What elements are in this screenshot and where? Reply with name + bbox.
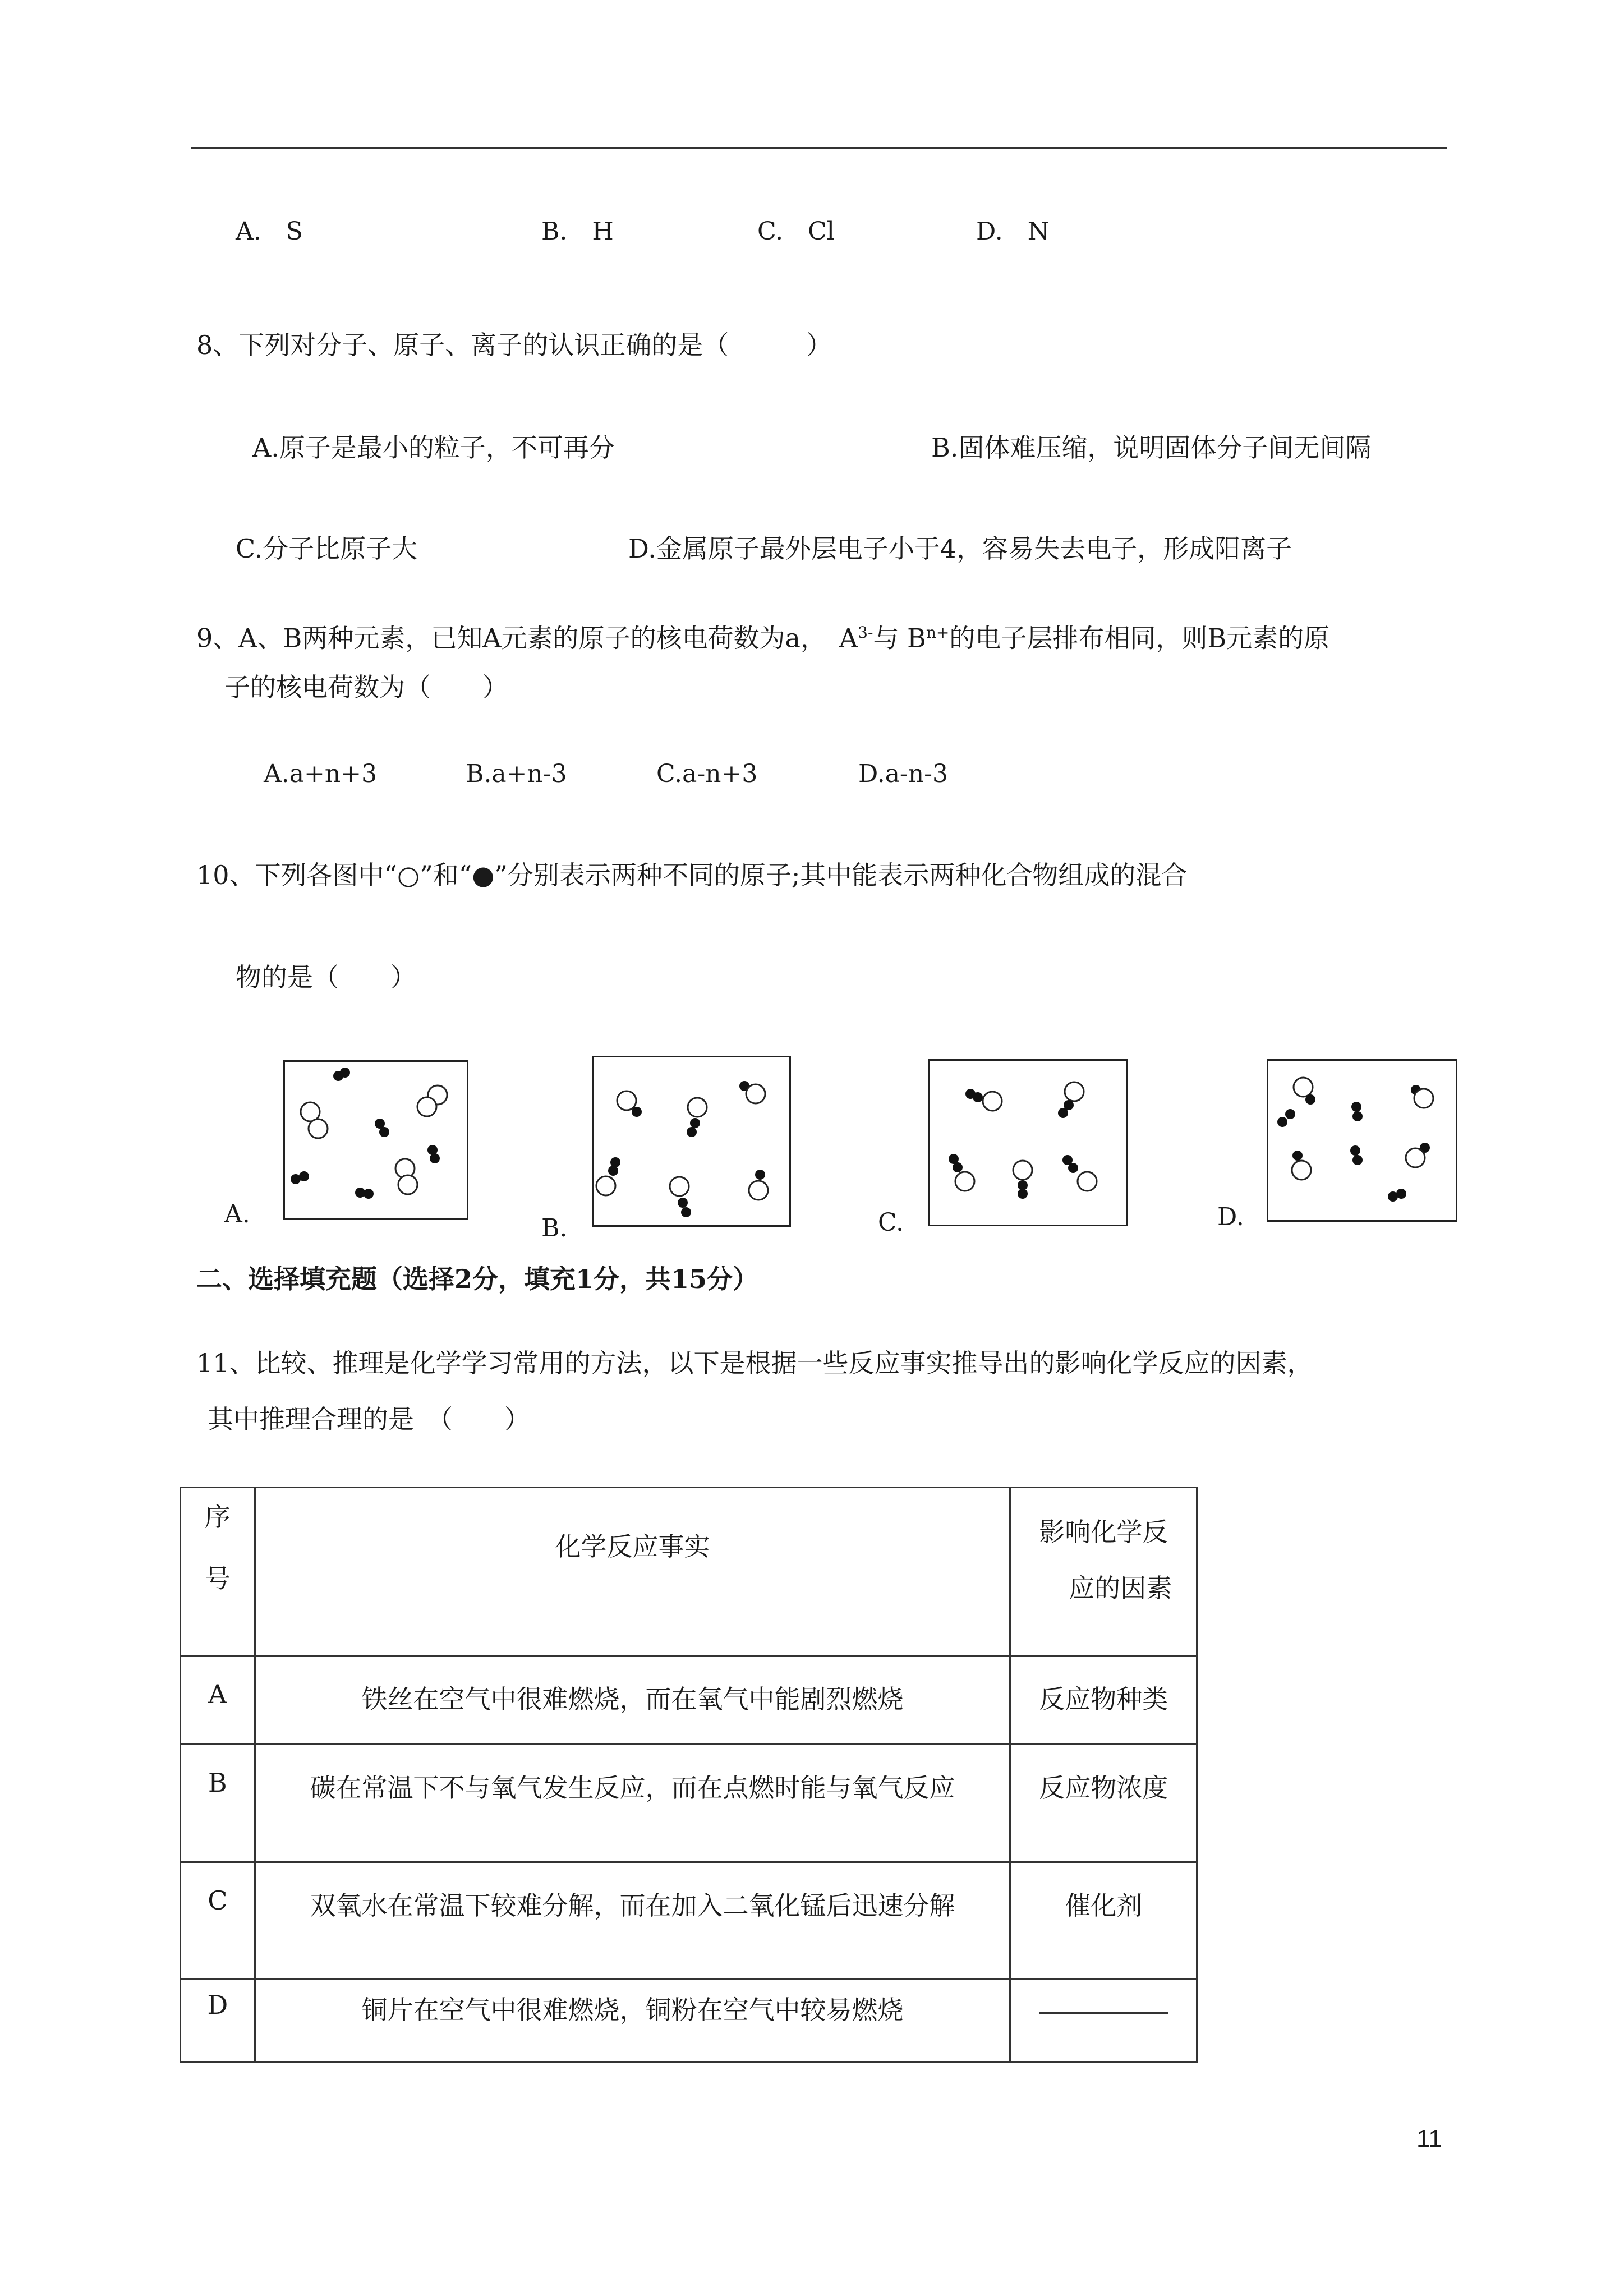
answer-blank[interactable] xyxy=(1039,1993,1168,2014)
q9-stem-line1 xyxy=(196,616,1329,655)
table-row xyxy=(181,1745,1197,1862)
header-key-cell xyxy=(181,1488,255,1656)
header-fact-cell: 化学反应事实 xyxy=(255,1488,1010,1656)
header-rule xyxy=(191,147,1447,149)
diagram-b xyxy=(592,1056,791,1227)
diagram-b-label: B. xyxy=(541,1214,568,1243)
table-row xyxy=(181,1862,1197,1979)
table-row xyxy=(181,1656,1197,1745)
row-d-factor-cell xyxy=(1010,1979,1197,2062)
header-factor-line1: 影响化学反 xyxy=(1039,1517,1168,1547)
q9-stem-pre: 9、A、B两种元素，已知A元素的原子的核电荷数为a， A xyxy=(196,623,858,654)
row-c-fact: 双氧水在常温下较难分解，而在加入二氧化锰后迅速分解 xyxy=(255,1862,1010,1979)
diagram-c-label: C. xyxy=(878,1208,904,1237)
diagram-d-label: D. xyxy=(1217,1203,1244,1231)
row-b-fact: 碳在常温下不与氧气发生反应，而在点燃时能与氧气反应 xyxy=(255,1745,1010,1862)
q7-option-a: A. S xyxy=(236,217,303,246)
q7-option-c: C. Cl xyxy=(757,217,835,246)
q8-stem: 8、下列对分子、原子、离子的认识正确的是（ ） xyxy=(196,330,832,360)
section2-heading: 二、选择填充题（选择2分，填充1分，共15分） xyxy=(196,1264,759,1294)
q9-option-b: B.a+n-3 xyxy=(466,760,567,788)
row-b-key: B xyxy=(181,1745,255,1862)
q9-sup-a: 3- xyxy=(858,623,873,642)
table-header-row xyxy=(181,1488,1197,1656)
q7-option-d: D. N xyxy=(976,217,1050,246)
q11-stem-line2: 其中推理合理的是 （ ） xyxy=(208,1404,530,1434)
q9-option-d: D.a-n-3 xyxy=(858,760,948,788)
q11-stem-line1: 11、比较、推理是化学学习常用的方法，以下是根据一些反应事实推导出的影响化学反应的因素， xyxy=(196,1348,1313,1378)
header-key-line2: 号 xyxy=(204,1563,231,1594)
q9-sup-b: n+ xyxy=(926,623,950,642)
q8-option-b: B.固体难压缩，说明固体分子间无间隔 xyxy=(931,432,1372,463)
q7-option-b: B. H xyxy=(541,217,614,246)
row-d-fact: 铜片在空气中很难燃烧，铜粉在空气中较易燃烧 xyxy=(255,1979,1010,2062)
q8-option-d: D.金属原子最外层电子小于4，容易失去电子，形成阳离子 xyxy=(628,533,1292,564)
table-row xyxy=(181,1979,1197,2062)
q10-stem-line2: 物的是（ ） xyxy=(236,962,416,992)
row-d-key: D xyxy=(181,1979,255,2062)
q9-stem-mid: 与 B xyxy=(873,623,926,654)
q10-stem-line1: 10、下列各图中“○”和“●”分别表示两种不同的原子;其中能表示两种化合物组成的混合 xyxy=(196,860,1188,890)
q9-option-a: A.a+n+3 xyxy=(264,760,378,788)
row-c-key: C xyxy=(181,1862,255,1979)
row-c-factor: 催化剂 xyxy=(1010,1862,1197,1979)
reaction-facts-table xyxy=(180,1487,1198,2063)
q9-option-c: C.a-n+3 xyxy=(656,760,758,788)
row-a-key: A xyxy=(181,1656,255,1745)
row-a-factor: 反应物种类 xyxy=(1010,1656,1197,1745)
diagram-d xyxy=(1267,1059,1457,1222)
q8-option-c: C.分子比原子大 xyxy=(236,533,418,564)
header-key-line1: 序 xyxy=(204,1502,231,1532)
diagram-a xyxy=(283,1060,468,1220)
row-b-factor: 反应物浓度 xyxy=(1010,1745,1197,1862)
row-a-fact: 铁丝在空气中很难燃烧，而在氧气中能剧烈燃烧 xyxy=(255,1656,1010,1745)
header-factor-cell xyxy=(1010,1488,1197,1656)
q8-option-a: A.原子是最小的粒子，不可再分 xyxy=(252,432,615,463)
q9-stem-line2: 子的核电荷数为（ ） xyxy=(224,672,508,702)
diagram-a-label: A. xyxy=(224,1200,250,1228)
diagram-c xyxy=(928,1059,1128,1226)
q9-stem-post: 的电子层排布相同，则B元素的原 xyxy=(949,623,1330,654)
header-factor-line2: 应的因素 xyxy=(1069,1573,1172,1603)
page-number: 11 xyxy=(1416,2125,1442,2152)
